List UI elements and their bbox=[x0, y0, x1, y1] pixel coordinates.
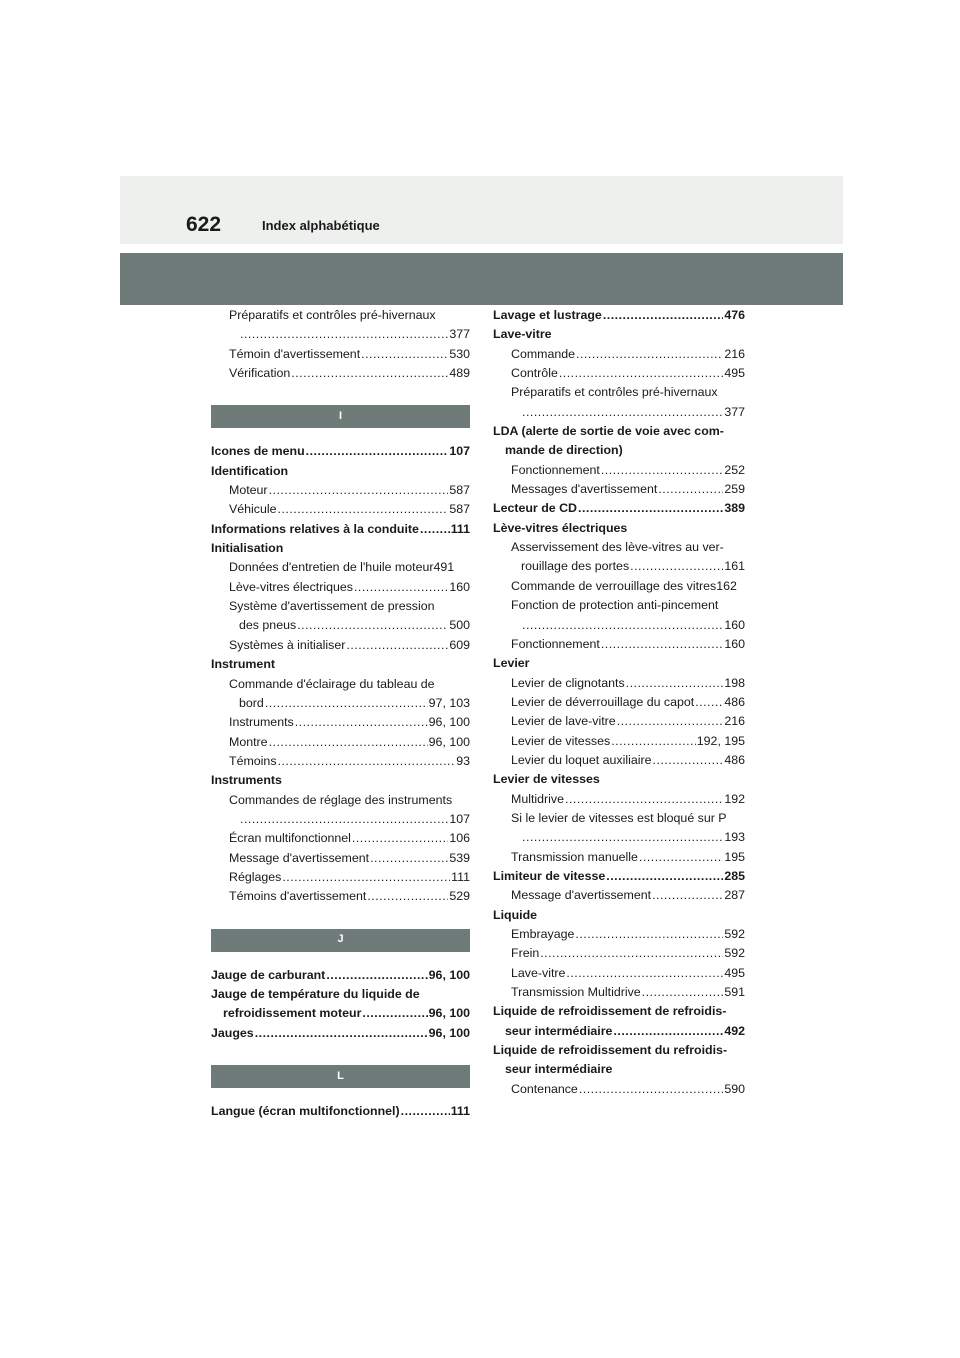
index-entry: refroidissement moteur ..... 96, 100 bbox=[211, 1004, 470, 1023]
index-entry: Lavage et lustrage ..... 476 bbox=[493, 306, 745, 325]
index-entry: Commande ..... 216 bbox=[493, 345, 745, 364]
index-entry: Écran multifonctionnel ..... 106 bbox=[211, 829, 470, 848]
index-entry: Levier de déverrouillage du capot ..... 486 bbox=[493, 693, 745, 712]
index-entry: rouillage des portes ..... 161 bbox=[493, 557, 745, 576]
header-band bbox=[120, 253, 843, 305]
index-column-right bbox=[493, 306, 745, 1099]
index-entry: Levier bbox=[493, 656, 530, 671]
index-entry: Langue (écran multifonctionnel) ..... 111 bbox=[211, 1102, 470, 1121]
index-entry: Message d'avertissement ..... 539 bbox=[211, 849, 470, 868]
index-entry: mande de direction) bbox=[505, 443, 623, 458]
index-entry: Moteur ..... 587 bbox=[211, 481, 470, 500]
index-entry: Préparatifs et contrôles pré-hivernaux bbox=[511, 385, 718, 400]
page-number: 622 bbox=[186, 213, 222, 236]
index-entry: Levier de lave-vitre ..... 216 bbox=[493, 712, 745, 731]
index-entry: ..... 377 bbox=[493, 403, 745, 422]
index-entry: Lève-vitres électriques ..... 160 bbox=[211, 578, 470, 597]
index-entry: Fonction de protection anti-pincement bbox=[511, 598, 719, 613]
index-entry: Lecteur de CD ..... 389 bbox=[493, 499, 745, 518]
index-entry: Levier de clignotants ..... 198 bbox=[493, 674, 745, 693]
index-entry: Témoins ..... 93 bbox=[211, 752, 470, 771]
index-entry: Icones de menu ..... 107 bbox=[211, 442, 470, 461]
index-entry: Commande d'éclairage du tableau de bbox=[229, 676, 435, 691]
index-entry: Liquide de refroidissement de refroidis- bbox=[493, 1004, 727, 1019]
index-entry: Levier du loquet auxiliaire ..... 486 bbox=[493, 751, 745, 770]
index-entry: Embrayage ..... 592 bbox=[493, 925, 745, 944]
index-entry: ..... 193 bbox=[493, 828, 745, 847]
index-entry: Frein ..... 592 bbox=[493, 944, 745, 963]
index-entry: Commandes de réglage des instruments bbox=[229, 792, 453, 807]
index-entry: Jauge de carburant ..... 96, 100 bbox=[211, 966, 470, 985]
index-entry: LDA (alerte de sortie de voie avec com- bbox=[493, 424, 724, 439]
index-entry: Système d'avertissement de pression bbox=[229, 599, 435, 614]
index-entry: Témoins d'avertissement ..... 529 bbox=[211, 887, 470, 906]
index-entry: Transmission Multidrive ..... 591 bbox=[493, 983, 745, 1002]
index-entry: Identification bbox=[211, 463, 289, 478]
index-entry: Instrument bbox=[211, 657, 276, 672]
index-entry: Véhicule ..... 587 bbox=[211, 500, 470, 519]
index-entry: Lave-vitre bbox=[493, 327, 552, 342]
header-background bbox=[120, 176, 843, 244]
index-entry: Lève-vitres électriques bbox=[493, 520, 628, 535]
index-entry: ..... 377 bbox=[211, 325, 470, 344]
index-entry: Instruments ..... 96, 100 bbox=[211, 713, 470, 732]
index-entry: Jauge de température du liquide de bbox=[211, 986, 420, 1001]
index-entry: Liquide bbox=[493, 907, 538, 922]
index-entry: ..... 160 bbox=[493, 616, 745, 635]
index-entry: Instruments bbox=[211, 773, 282, 788]
index-entry: Limiteur de vitesse ..... 285 bbox=[493, 867, 745, 886]
index-entry: Préparatifs et contrôles pré-hivernaux bbox=[229, 308, 436, 322]
index-entry: Levier de vitesses ..... 192, 195 bbox=[493, 732, 745, 751]
index-entry: Initialisation bbox=[211, 541, 284, 556]
index-entry: Fonctionnement ..... 252 bbox=[493, 461, 745, 480]
index-entry: Données d'entretien de l'huile moteur491 bbox=[229, 560, 455, 575]
index-entry: Message d'avertissement ..... 287 bbox=[493, 886, 745, 905]
index-entry: Réglages ..... 111 bbox=[211, 868, 470, 887]
index-entry: des pneus ..... 500 bbox=[211, 616, 470, 635]
index-entry: Lave-vitre ..... 495 bbox=[493, 964, 745, 983]
section-header-i: I bbox=[211, 405, 470, 428]
index-entry: Messages d'avertissement ..... 259 bbox=[493, 480, 745, 499]
section-header-j: J bbox=[211, 929, 470, 952]
index-entry: Systèmes à initialiser ..... 609 bbox=[211, 636, 470, 655]
index-entry: Contenance ..... 590 bbox=[493, 1080, 745, 1099]
index-entry: Si le levier de vitesses est bloqué sur P bbox=[511, 810, 727, 825]
index-entry: Contrôle ..... 495 bbox=[493, 364, 745, 383]
index-entry: Multidrive ..... 192 bbox=[493, 790, 745, 809]
index-entry: Commande de verrouillage des vitres162 bbox=[511, 578, 737, 593]
index-entry: Informations relatives à la conduite ..... 111 bbox=[211, 520, 470, 539]
index-entry: Jauges ..... 96, 100 bbox=[211, 1024, 470, 1043]
page-title: Index alphabétique bbox=[262, 218, 380, 233]
index-column-left bbox=[211, 306, 470, 1121]
index-entry: ..... 107 bbox=[211, 810, 470, 829]
index-entry: seur intermédiaire bbox=[505, 1062, 613, 1077]
index-entry: Asservissement des lève-vitres au ver- bbox=[511, 540, 724, 555]
index-entry: Transmission manuelle ..... 195 bbox=[493, 848, 745, 867]
index-entry: Levier de vitesses bbox=[493, 772, 600, 787]
index-entry: Liquide de refroidissement du refroidis- bbox=[493, 1043, 728, 1058]
index-entry: Vérification ..... 489 bbox=[211, 364, 470, 383]
index-entry: bord ..... 97, 103 bbox=[211, 694, 470, 713]
index-entry: Témoin d'avertissement ..... 530 bbox=[211, 345, 470, 364]
index-entry: Montre ..... 96, 100 bbox=[211, 733, 470, 752]
section-header-l: L bbox=[211, 1065, 470, 1088]
index-entry: Fonctionnement ..... 160 bbox=[493, 635, 745, 654]
index-entry: seur intermédiaire ..... 492 bbox=[493, 1022, 745, 1041]
